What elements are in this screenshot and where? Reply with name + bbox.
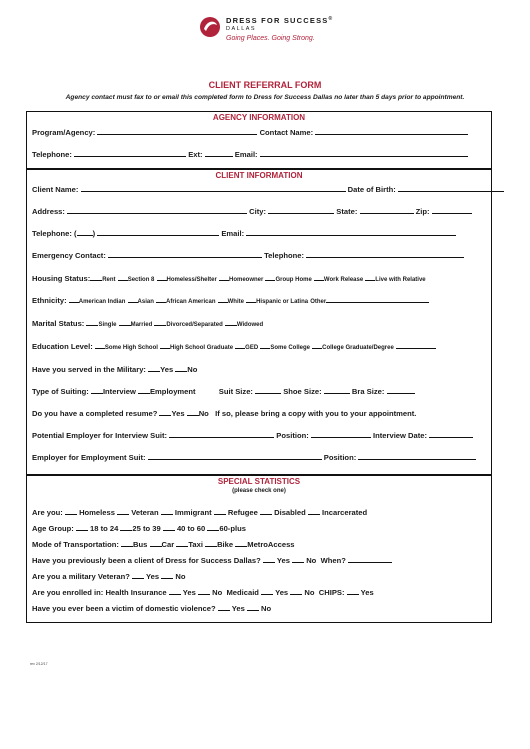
option-label: Widowed (236, 322, 264, 328)
marital-row (32, 317, 486, 328)
ext-label: Ext: (188, 150, 203, 159)
checkbox[interactable] (159, 407, 171, 416)
position-field[interactable] (358, 451, 476, 460)
checkbox[interactable] (396, 340, 436, 349)
client-telephone-field[interactable] (97, 227, 219, 236)
program-field[interactable] (97, 126, 257, 135)
military-row (32, 363, 486, 374)
city-field[interactable] (268, 205, 334, 214)
bra-size-field[interactable] (387, 385, 415, 394)
address-field[interactable] (67, 205, 247, 214)
checkbox[interactable] (198, 586, 210, 595)
yes-label: Yes (276, 556, 290, 565)
option-label: Incarcerated (322, 508, 368, 517)
agency-phone-row (32, 148, 486, 159)
option-label: Disabled (274, 508, 306, 517)
checkbox[interactable] (247, 602, 259, 611)
medicaid-label: Medicaid (226, 588, 259, 597)
yes-label: Yes (360, 588, 374, 597)
checkbox[interactable] (132, 570, 144, 579)
ext-field[interactable] (205, 148, 233, 157)
veteran-label: Are you a military Veteran? (32, 572, 130, 581)
checkbox[interactable] (365, 272, 375, 281)
program-label: Program/Agency: (32, 128, 96, 137)
area-code-field[interactable] (77, 227, 93, 236)
option-label: Bus (133, 540, 148, 549)
shoe-size-label: Shoe Size: (283, 387, 322, 396)
option-label: Homeless (79, 508, 115, 517)
no-label: No (304, 588, 315, 597)
checkbox[interactable] (218, 294, 228, 303)
option-label: White (227, 299, 244, 305)
checkbox[interactable] (69, 294, 79, 303)
checkbox[interactable] (290, 586, 302, 595)
option-label: African American (166, 299, 216, 305)
checkbox[interactable] (260, 506, 272, 515)
checkbox[interactable] (314, 272, 324, 281)
ethnicity-other-label: Other (310, 299, 327, 305)
logo-org-name: DRESS FOR SUCCESS® (226, 16, 334, 25)
checkbox[interactable] (292, 554, 304, 563)
option-label: 18 to 24 (90, 524, 119, 533)
emergency-label: Emergency Contact: (32, 251, 106, 260)
option-label: Immigrant (174, 508, 212, 517)
shoe-size-field[interactable] (324, 385, 350, 394)
checkbox[interactable] (118, 272, 128, 281)
checkbox[interactable] (120, 522, 132, 531)
dob-label: Date of Birth: (347, 185, 396, 194)
option-label: 40 to 60 (176, 524, 206, 533)
checkbox[interactable] (187, 407, 199, 416)
checkbox[interactable] (161, 570, 173, 579)
state-label: State: (336, 207, 358, 216)
option-label: GED (245, 345, 259, 351)
client-phone-row (32, 227, 486, 238)
city-label: City: (249, 207, 267, 216)
client-telephone-label: Telephone: ( (32, 229, 77, 238)
position-field[interactable] (311, 429, 371, 438)
client-name-row (32, 183, 486, 194)
checkbox[interactable] (161, 506, 173, 515)
option-label: Section 8 (127, 277, 155, 283)
marital-label: Marital Status: (32, 319, 85, 328)
transport-row (32, 538, 486, 549)
checkbox[interactable] (117, 506, 129, 515)
checkbox[interactable] (176, 538, 188, 547)
zip-field[interactable] (432, 205, 472, 214)
no-label: No (261, 604, 272, 613)
option-label: Homeless/Shelter (166, 277, 217, 283)
potential-employer-field[interactable] (169, 429, 274, 438)
version-note: rev 2/12/17 (30, 662, 48, 666)
enrolled-label: Are you enrolled in: (32, 588, 104, 597)
yes-label: Yes (160, 365, 174, 374)
violence-row (32, 602, 486, 613)
checkbox[interactable] (163, 522, 175, 531)
when-field[interactable] (348, 554, 392, 563)
suit-size-field[interactable] (255, 385, 281, 394)
chips-label: CHIPS: (318, 588, 345, 597)
military-label: Have you served in the Military: (32, 365, 146, 374)
checkbox[interactable] (91, 385, 103, 394)
checkbox[interactable] (261, 586, 273, 595)
checkbox[interactable] (160, 340, 170, 349)
suit-size-label: Suit Size: (218, 387, 253, 396)
checkbox[interactable] (347, 586, 359, 595)
agency-heading: AGENCY INFORMATION (212, 113, 306, 122)
ethnicity-label: Ethnicity: (32, 296, 67, 305)
yes-label: Yes (146, 572, 160, 581)
age-label: Age Group: (32, 524, 74, 533)
option-label: Veteran (131, 508, 159, 517)
option-label: Taxi (188, 540, 203, 549)
position-label: Position: (276, 431, 309, 440)
logo-tagline: Going Places. Going Strong. (226, 35, 315, 42)
resume-note: If so, please bring a copy with you to your appointment. (215, 409, 417, 418)
housing-label: Housing Status: (32, 274, 91, 283)
no-label: No (212, 588, 223, 597)
stats-heading: SPECIAL STATISTICS (217, 477, 301, 486)
resume-row (32, 407, 486, 418)
previous-client-label: Have you previously been a client of Dress for Success Dallas? (32, 556, 261, 565)
emergency-telephone-label: Telephone: (264, 251, 305, 260)
checkbox[interactable] (235, 340, 245, 349)
resume-label: Do you have a completed resume? (32, 409, 158, 418)
address-row (32, 205, 486, 216)
suiting-label: Type of Suiting: (32, 387, 89, 396)
checkbox[interactable] (156, 294, 166, 303)
checkbox[interactable] (65, 506, 77, 515)
dob-field[interactable] (398, 183, 504, 192)
option-label: 60-plus (219, 524, 246, 533)
option-label: College Graduate/Degree (322, 345, 394, 351)
yes-label: Yes (275, 588, 289, 597)
agency-telephone-label: Telephone: (32, 150, 72, 159)
are-you-label: Are you: (32, 508, 63, 517)
checkbox[interactable] (121, 538, 133, 547)
age-row (32, 522, 486, 533)
option-label: Asian (137, 299, 154, 305)
option-label: American Indian (78, 299, 126, 305)
checkbox[interactable] (312, 340, 322, 349)
interview-date-label: Interview Date: (373, 431, 428, 440)
checkbox[interactable] (90, 272, 102, 281)
client-name-field[interactable] (81, 183, 346, 192)
instructions: Agency contact must fax to or email this completed form to Dress for Success Dallas no later than 5 days prior to appointment. (65, 94, 465, 101)
option-label: Some College (270, 345, 310, 351)
when-label: When? (320, 556, 346, 565)
no-label: No (306, 556, 317, 565)
checkbox[interactable] (119, 317, 131, 326)
contact-label: Contact Name: (259, 128, 314, 137)
paren: ) (92, 229, 96, 238)
agency-email-label: Email: (234, 150, 258, 159)
option-label: Group Home (275, 277, 312, 283)
checkbox[interactable] (157, 272, 167, 281)
no-label: No (187, 365, 198, 374)
client-section (26, 169, 492, 475)
yes-label: Yes (171, 409, 185, 418)
yes-label: Yes (231, 604, 245, 613)
employer-label: Employer for Employment Suit: (32, 453, 146, 462)
are-you-row (32, 506, 486, 517)
option-label: Live with Relative (375, 277, 426, 283)
checkbox[interactable] (148, 363, 160, 372)
checkbox[interactable] (175, 363, 187, 372)
education-row (32, 340, 486, 351)
option-label: Single (98, 322, 117, 328)
interview-date-field[interactable] (429, 429, 473, 438)
enrolled-row (32, 586, 486, 597)
option-label: Homeowner (228, 277, 264, 283)
checkbox[interactable] (308, 506, 320, 515)
option-label: 25 to 39 (132, 524, 161, 533)
suiting-row (32, 385, 486, 396)
option-label: Bike (217, 540, 234, 549)
checkbox[interactable] (205, 538, 217, 547)
previous-client-row (32, 554, 486, 565)
logo-mark-icon (198, 15, 222, 39)
potential-employer-label: Potential Employer for Interview Suit: (32, 431, 168, 440)
potential-employer-row (32, 429, 486, 440)
contact-field[interactable] (315, 126, 468, 135)
emergency-telephone-field[interactable] (306, 249, 464, 258)
checkbox[interactable] (154, 317, 166, 326)
checkbox[interactable] (86, 317, 98, 326)
checkbox[interactable] (76, 522, 88, 531)
stats-section (26, 475, 492, 623)
checkbox[interactable] (218, 602, 230, 611)
agency-section (26, 111, 492, 169)
emergency-row (32, 249, 486, 260)
checkbox[interactable] (235, 538, 247, 547)
option-label: Hispanic or Latina (256, 299, 309, 305)
no-label: No (198, 409, 209, 418)
logo-city: DALLAS (226, 26, 257, 32)
program-row (32, 126, 486, 137)
option-label: Work Release (323, 277, 364, 283)
employment-label: Employment (149, 387, 196, 396)
checkbox[interactable] (150, 538, 162, 547)
zip-label: Zip: (415, 207, 430, 216)
checkbox[interactable] (169, 586, 181, 595)
housing-row (32, 272, 486, 283)
address-label: Address: (32, 207, 65, 216)
veteran-row (32, 570, 486, 581)
checkbox[interactable] (265, 272, 275, 281)
stats-subheading: (please check one) (232, 488, 286, 494)
interview-label: Interview (102, 387, 136, 396)
option-label: Married (130, 322, 153, 328)
ethnicity-other-field[interactable] (326, 294, 429, 303)
transport-label: Mode of Transportation: (32, 540, 119, 549)
checkbox[interactable] (214, 506, 226, 515)
option-label: Refugee (227, 508, 258, 517)
form-title: CLIENT REFERRAL FORM (208, 80, 322, 90)
client-heading: CLIENT INFORMATION (215, 171, 303, 180)
option-label: Divorced/Separated (166, 322, 223, 328)
option-label: Some High School (104, 345, 158, 351)
option-label: Car (161, 540, 175, 549)
option-label: Rent (102, 277, 116, 283)
checkbox[interactable] (260, 340, 270, 349)
state-field[interactable] (360, 205, 414, 214)
checkbox[interactable] (219, 272, 229, 281)
ethnicity-row (32, 294, 486, 305)
checkbox[interactable] (263, 554, 275, 563)
client-name-label: Client Name: (32, 185, 79, 194)
checkbox[interactable] (95, 340, 105, 349)
education-label: Education Level: (32, 342, 93, 351)
yes-label: Yes (182, 588, 196, 597)
bra-size-label: Bra Size: (351, 387, 385, 396)
employer-field[interactable] (148, 451, 322, 460)
option-label: High School Graduate (170, 345, 234, 351)
checkbox[interactable] (128, 294, 138, 303)
employer-row (32, 451, 486, 462)
emergency-field[interactable] (108, 249, 262, 258)
health-insurance-label: Health Insurance (105, 588, 167, 597)
checkbox[interactable] (207, 522, 219, 531)
no-label: No (175, 572, 186, 581)
client-email-field[interactable] (246, 227, 456, 236)
checkbox[interactable] (138, 385, 150, 394)
option-label: MetroAccess (247, 540, 295, 549)
position-label: Position: (323, 453, 357, 462)
violence-label: Have you ever been a victim of domestic violence? (32, 604, 216, 613)
checkbox[interactable] (246, 294, 256, 303)
agency-telephone-field[interactable] (74, 148, 186, 157)
checkbox[interactable] (225, 317, 237, 326)
client-email-label: Email: (221, 229, 245, 238)
agency-email-field[interactable] (260, 148, 468, 157)
